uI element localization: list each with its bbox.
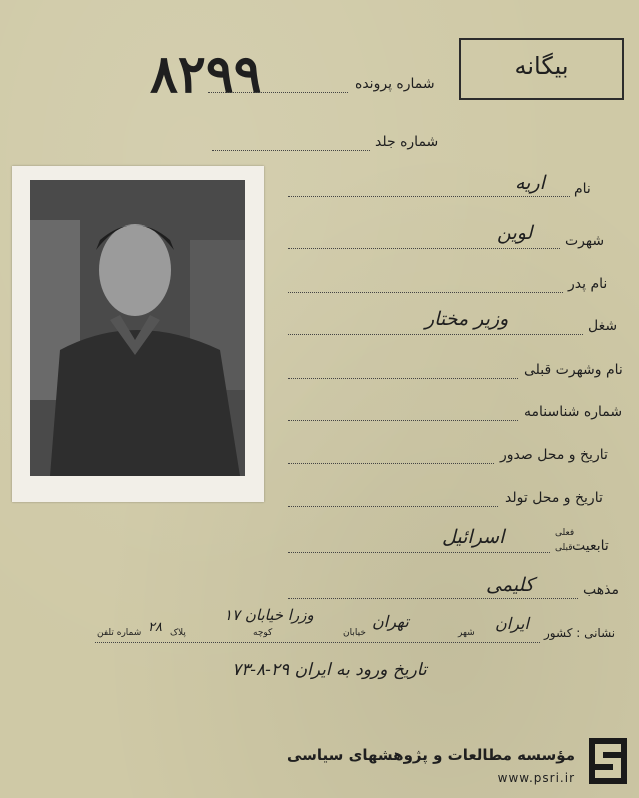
nationality-label: تابعیت	[572, 538, 609, 554]
address-street-label: خیابان	[343, 628, 366, 638]
address-plate: ۲۸	[148, 620, 162, 635]
address-phone-label: شماره تلفن	[97, 628, 142, 638]
religion-label: مذهب	[583, 582, 619, 598]
dotted-line	[288, 196, 570, 197]
name-value: اریه	[515, 172, 545, 194]
previous-name-label: نام وشهرت قبلی	[524, 362, 623, 378]
job-label: شغل	[588, 318, 618, 334]
dotted-line	[288, 292, 563, 293]
dotted-line	[288, 506, 498, 507]
dotted-line	[288, 420, 518, 421]
institute-url[interactable]: www.psri.ir	[497, 771, 575, 785]
dotted-line	[288, 378, 518, 379]
entry-date: تاریخ ورود به ایران ۲۹-۸-۷۳	[232, 660, 427, 680]
file-number-label: شماره پرونده	[355, 76, 435, 92]
nationality-current-label: فعلی	[555, 528, 575, 538]
id-number-label: شماره شناسنامه	[524, 404, 623, 420]
address-plate-label: پلاک	[170, 628, 186, 638]
institute-logo	[589, 738, 627, 784]
address-alley-label: کوچه	[253, 628, 273, 638]
file-number: ۸۲۹۹	[150, 44, 262, 105]
issue-label: تاریخ و محل صدور	[500, 447, 608, 463]
volume-label: شماره جلد	[375, 134, 439, 150]
dotted-line	[288, 552, 550, 553]
dotted-line	[208, 92, 348, 93]
classification-stamp	[459, 38, 624, 100]
nationality-previous-label: قبلی	[555, 543, 573, 553]
nationality-value: اسرائیل	[442, 526, 505, 548]
portrait-image	[30, 180, 245, 476]
logo-icon	[589, 738, 627, 784]
religion-value: کلیمی	[486, 574, 534, 596]
surname-label: شهرت	[565, 233, 605, 249]
dotted-line	[95, 642, 540, 643]
dotted-line	[288, 598, 578, 599]
address-country: ایران	[495, 614, 529, 633]
address-label: نشانی : کشور	[544, 626, 616, 640]
job-value: وزیر مختار	[425, 308, 509, 330]
dotted-line	[288, 248, 560, 249]
address-street: وزرا خیابان ۱۷	[224, 606, 314, 624]
father-name-label: نام پدر	[568, 276, 608, 292]
dotted-line	[288, 463, 494, 464]
address-city: تهران	[372, 612, 409, 631]
institute-name: مؤسسه مطالعات و پژوهشهای سیاسی	[286, 746, 575, 764]
name-label: نام	[574, 181, 591, 197]
stamp-text: بیگانه	[514, 52, 569, 80]
portrait-figure	[30, 180, 245, 476]
portrait-photo	[12, 166, 264, 502]
surname-value: لوین	[497, 222, 533, 244]
address-city-label: شهر	[458, 628, 475, 638]
birth-label: تاریخ و محل تولد	[505, 490, 603, 506]
dotted-line	[288, 334, 583, 335]
dotted-line	[212, 150, 370, 151]
